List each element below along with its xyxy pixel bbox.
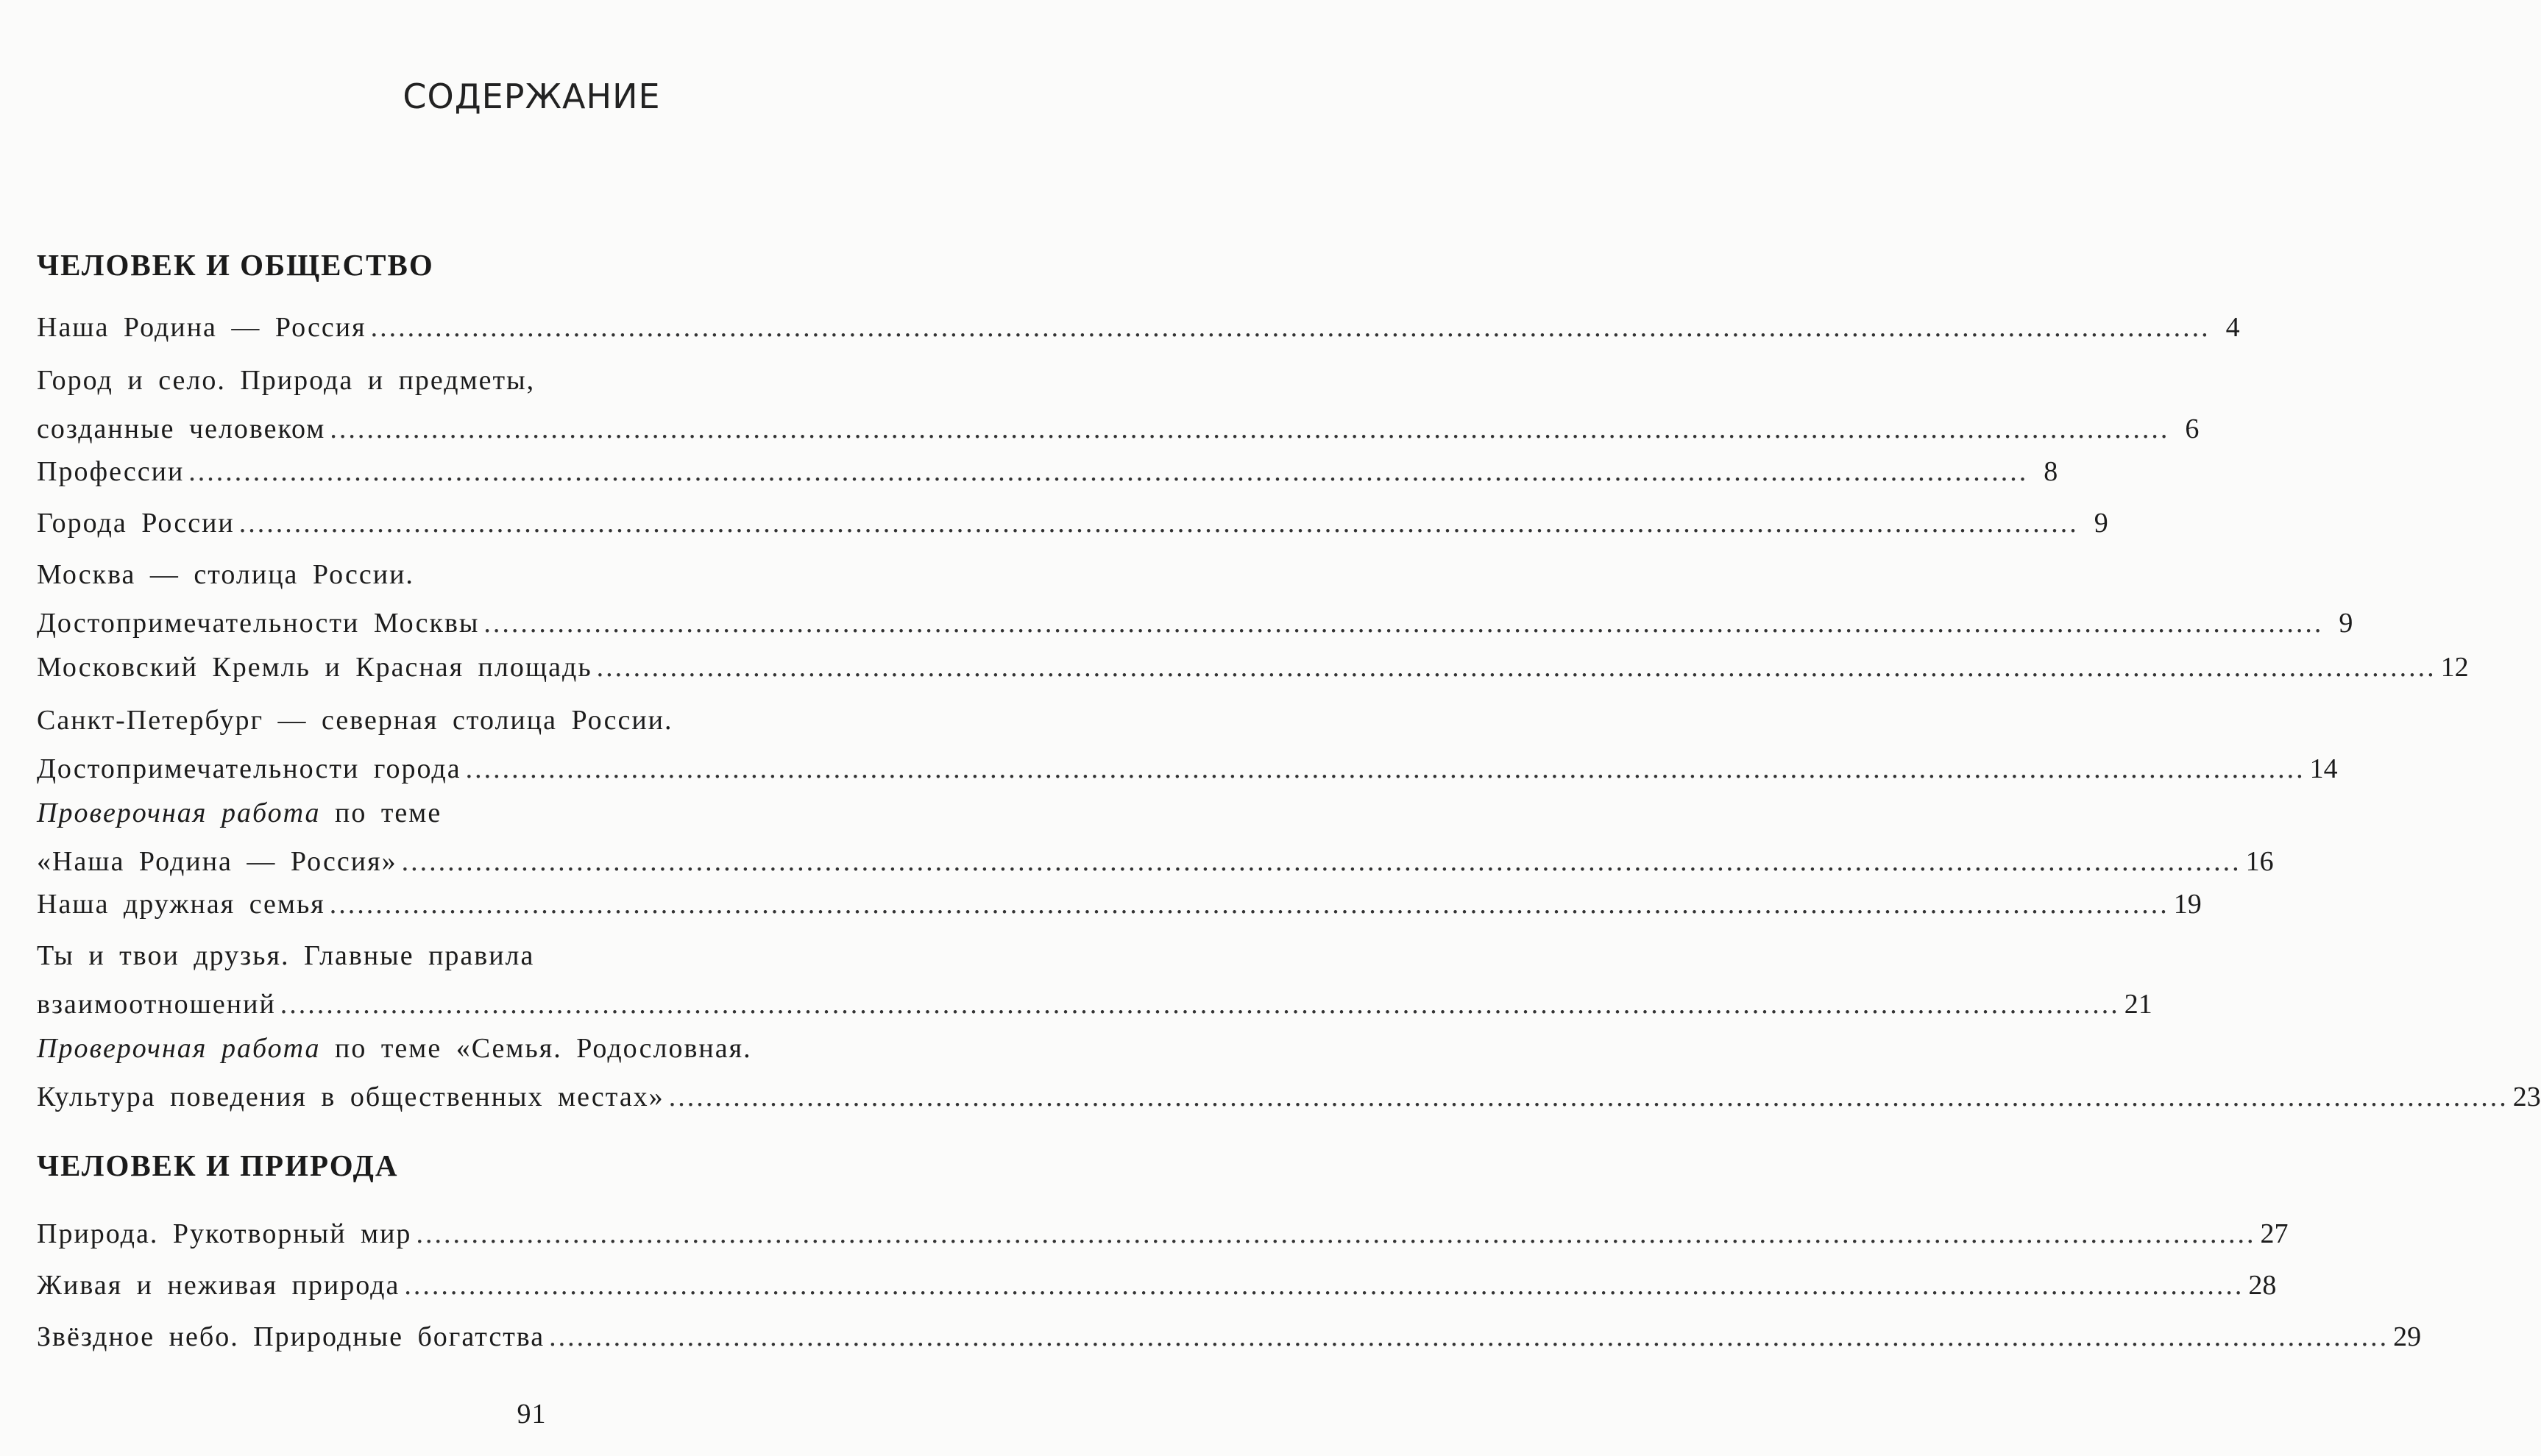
toc-page-number: 8 [2044,456,2058,487]
toc-entry-italic-label: Проверочная работа [37,1033,321,1064]
toc-leader-dots: ........................................................................................................................................................................................................ [416,1218,2256,1249]
toc-entry-title: Звёздное небо. Природные богатства [37,1321,545,1352]
section-title-society: ЧЕЛОВЕК И ОБЩЕСТВО [37,248,434,282]
page-number: 91 [517,1399,547,1430]
toc-page-number: 14 [2309,753,2338,784]
toc-entry-title: Наша дружная семья [37,889,325,920]
toc-entry-title: Ты и твои друзья. Главные правила [37,940,535,971]
toc-entry[interactable] [37,447,2058,496]
toc-entry[interactable] [37,1261,2277,1310]
page-heading: СОДЕРЖАНИЕ [403,77,661,116]
toc-entry[interactable] [37,1210,2289,1258]
toc-page-number: 16 [2245,846,2274,877]
toc-page-number: 19 [2173,889,2202,920]
toc-page-number: 9 [2339,608,2353,639]
toc-entry[interactable] [37,1313,2422,1361]
toc-page-number: 12 [2440,652,2469,683]
toc-entry-title: Московский Кремль и Красная площадь [37,652,592,683]
toc-leader-dots: ........................................................................................................................................................................................................ [329,889,2169,920]
toc-entry-title: Достопримечательности города [37,753,461,784]
toc-leader-dots: ........................................................................................................................................................................................................ [483,608,2324,639]
toc-page-number: 23 [2512,1082,2541,1112]
toc-entry[interactable] [37,550,2353,647]
toc-entry-title: Санкт-Петербург — северная столица России. [37,705,673,736]
toc-page-number: 4 [2225,312,2240,343]
toc-entry-title: Наша Родина — Россия [37,312,366,343]
toc-entry[interactable] [37,880,2202,928]
toc-page-number: 29 [2393,1321,2422,1352]
toc-leader-dots: ........................................................................................................................................................................................................ [401,846,2241,877]
toc-entry[interactable] [37,1024,2541,1121]
toc-page-number: 28 [2248,1270,2277,1301]
toc-entry-title: созданные человеком [37,413,326,444]
toc-entry-title: Москва — столица России. [37,559,414,590]
toc-entry[interactable] [37,643,2469,692]
toc-leader-dots: ........................................................................................................................................................................................................ [188,456,2029,487]
toc-entry[interactable] [37,696,2338,793]
toc-leader-dots: ........................................................................................................................................................................................................ [668,1082,2509,1112]
toc-entry-title: Культура поведения в общественных местах» [37,1082,665,1112]
toc-leader-dots: ........................................................................................................................................................................................................ [549,1321,2389,1352]
toc-entry[interactable] [37,303,2240,352]
toc-page-number: 27 [2260,1218,2289,1249]
toc-leader-dots: ........................................................................................................................................................................................................ [404,1270,2244,1301]
toc-entry-italic-label: Проверочная работа [37,798,321,828]
toc-entry[interactable] [37,499,2108,547]
toc-entry[interactable] [37,931,2152,1029]
toc-entry-title: Достопримечательности Москвы [37,608,480,639]
toc-entry-title: Город и село. Природа и предметы, [37,365,536,396]
toc-entry-title: Живая и неживая природа [37,1270,400,1301]
toc-leader-dots: ........................................................................................................................................................................................................ [596,652,2437,683]
toc-entry-title: взаимоотношений [37,989,276,1020]
toc-entry-title: по теме «Семья. Родословная. [320,1033,752,1064]
toc-entry[interactable] [37,789,2274,886]
toc-entry-title: Города России [37,508,235,539]
toc-leader-dots: ........................................................................................................................................................................................................ [280,989,2120,1020]
toc-entry-title: Природа. Рукотворный мир [37,1218,412,1249]
toc-leader-dots: ........................................................................................................................................................................................................ [330,413,2170,444]
toc-page-number: 9 [2094,508,2108,539]
toc-leader-dots: ........................................................................................................................................................................................................ [465,753,2306,784]
toc-leader-dots: ........................................................................................................................................................................................................ [238,508,2079,539]
toc-page-number: 21 [2124,989,2152,1020]
toc-entry-title: «Наша Родина — Россия» [37,846,397,877]
toc-leader-dots: ........................................................................................................................................................................................................ [370,312,2211,343]
toc-page-number: 6 [2185,413,2200,444]
toc-entry-title: Профессии [37,456,185,487]
section-title-nature: ЧЕЛОВЕК И ПРИРОДА [37,1148,399,1182]
toc-entry[interactable] [37,356,2200,453]
toc-entry-title: по теме [320,798,442,828]
